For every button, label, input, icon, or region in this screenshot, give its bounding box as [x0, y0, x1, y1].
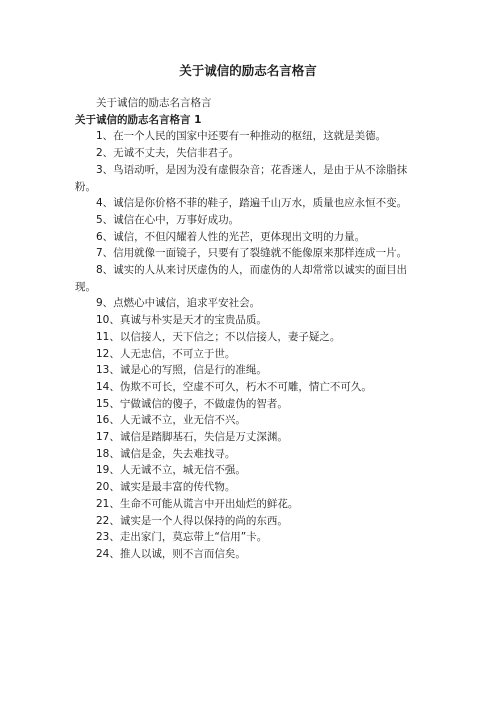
- quote-item: 24、推人以诚，则不言而信矣。: [96, 547, 246, 560]
- quote-item: 16、人无诚不立，业无信不兴。: [96, 414, 246, 427]
- quote-item: 19、人无诚不立，城无信不强。: [96, 464, 246, 477]
- quote-item: 6、诚信，不但闪耀着人性的光芒，更体现出文明的力量。: [96, 230, 366, 243]
- quote-item: 22、诚实是一个人得以保持的尚的东西。: [96, 514, 288, 527]
- quote-item: 23、走出家门，莫忘带上“信用”卡。: [96, 531, 268, 544]
- quote-item: 11、以信接人，天下信之；不以信接人，妻子疑之。: [96, 330, 341, 343]
- quote-item: 20、诚实是最丰富的传代物。: [96, 481, 236, 494]
- document-body: [75, 95, 423, 563]
- quote-item: 13、诚是心的写照，信是行的准绳。: [96, 364, 267, 377]
- quote-item: 21、生命不可能从谎言中开出灿烂的鲜花。: [96, 497, 299, 510]
- quote-item: 18、诚信是金，失去难找寻。: [96, 447, 236, 460]
- quote-item: 15、宁做诚信的傻子，不做虚伪的智者。: [96, 397, 288, 410]
- quote-item: 4、诚信是你价格不菲的鞋子，踏遍千山万水，质量也应永恒不变。: [96, 197, 408, 210]
- document-title: 关于诚信的励志名言格言: [179, 63, 317, 78]
- quote-item: 14、伪欺不可长，空虚不可久，朽木不可雕，情亡不可久。: [96, 380, 372, 393]
- quote-item: 1、在一个人民的国家中还要有一种推动的枢纽，这就是美德。: [96, 130, 387, 143]
- quote-item: 7、信用就像一面镜子，只要有了裂缝就不能像原来那样连成一片。: [96, 247, 408, 260]
- document-subtitle: 关于诚信的励志名言格言: [96, 97, 212, 109]
- quote-item: 5、诚信在心中，万事好成功。: [96, 213, 240, 226]
- quote-list: [75, 128, 423, 562]
- quote-item: 12、人无忠信，不可立于世。: [96, 347, 236, 360]
- quote-item: 2、无诚不丈夫，失信非君子。: [96, 147, 240, 160]
- quote-item: 8、诚实的人从来讨厌虚伪的人，而虚伪的人却常常以诚实的面目出现。: [75, 264, 408, 293]
- section-heading: 关于诚信的励志名言格言 1: [75, 113, 202, 126]
- quote-item: 3、鸟语动听，是因为没有虚假杂音；花香迷人，是由于从不涂脂抹粉。: [75, 163, 408, 193]
- quote-item: 17、诚信是踏脚基石，失信是万丈深渊。: [96, 431, 288, 444]
- quote-item: 9、点燃心中诚信，追求平安社会。: [96, 297, 261, 310]
- quote-item: 10、真诚与朴实是天才的宝贵品质。: [96, 314, 267, 327]
